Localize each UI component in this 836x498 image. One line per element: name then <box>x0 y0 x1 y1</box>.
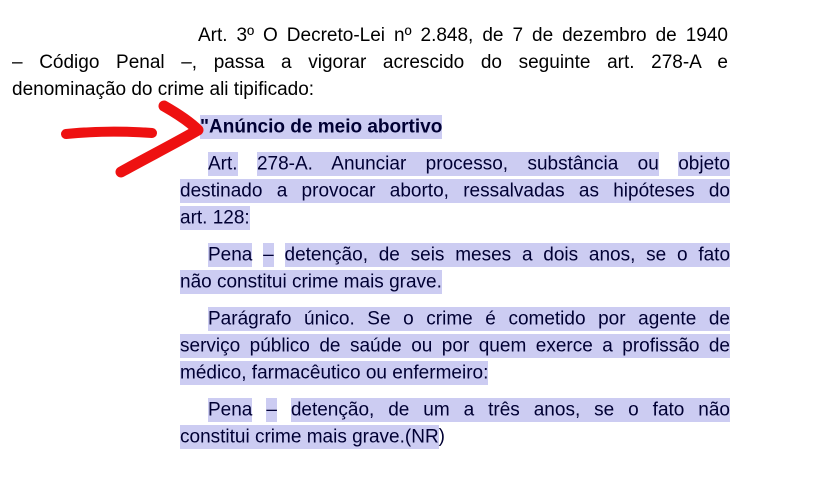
highlighted-segment: constitui crime mais grave.(NR <box>180 426 439 447</box>
quoted-amendment-block <box>180 113 730 450</box>
highlighted-segment: Parágrafo único. Se o crime é cometido por agente de <box>208 308 730 329</box>
paragrafo-line-3 <box>180 359 730 386</box>
intro-text: Art. 3º O Decreto-Lei nº 2.848, de 7 de dezembro de 1940 <box>198 25 728 46</box>
pena2-line-2 <box>180 423 730 450</box>
intro-text: denominação do crime ali tipificado: <box>12 79 315 100</box>
unhighlighted-paren: ) <box>438 426 445 447</box>
pena1-line-2 <box>180 268 730 295</box>
intro-line-3 <box>12 76 728 103</box>
paragrafo-line-1 <box>180 305 730 332</box>
pena1-line-1 <box>180 241 730 268</box>
paragraph-pena-2 <box>180 396 730 450</box>
heading-line <box>180 113 730 140</box>
paragraph-paragrafo-unico <box>180 305 730 386</box>
paragraph-pena-1 <box>180 241 730 295</box>
highlighted-segment: Pena <box>208 399 253 420</box>
highlighted-segment: médico, farmacêutico ou enfermeiro: <box>180 362 489 383</box>
pena2-line-1 <box>180 396 730 423</box>
highlighted-segment: não constitui crime mais grave. <box>180 271 442 292</box>
intro-line-2 <box>12 49 728 76</box>
intro-line-1 <box>12 22 728 49</box>
art278a-line-3 <box>180 204 730 231</box>
paragraph-heading <box>180 113 730 140</box>
highlighted-segment: serviço público de saúde ou por quem exerce a profissão de <box>180 335 730 356</box>
intro-paragraph <box>12 22 728 103</box>
art278a-line-2 <box>180 177 730 204</box>
highlighted-segment: detenção, de um a três anos, se o fato não <box>290 399 730 420</box>
highlighted-segment: Art. <box>208 153 238 174</box>
intro-text: – Código Penal –, passa a vigorar acrescido do seguinte art. 278-A e <box>12 52 728 73</box>
highlighted-segment: Pena <box>208 244 253 265</box>
highlighted-segment: art. 128: <box>180 207 250 228</box>
highlighted-segment: 278-A. Anunciar processo, substância ou <box>256 153 659 174</box>
quoted-heading: "Anúncio de meio abortivo <box>200 116 443 137</box>
highlighted-segment: detenção, de seis meses a dois anos, se o fato <box>284 244 731 265</box>
art278a-line-1 <box>180 150 730 177</box>
highlighted-segment: destinado a provocar aborto, ressalvadas as hipóteses do <box>180 180 730 201</box>
highlighted-segment: objeto <box>678 153 731 174</box>
highlighted-segment: – <box>266 399 277 420</box>
paragrafo-line-2 <box>180 332 730 359</box>
paragraph-art-278a <box>180 150 730 231</box>
highlighted-segment: – <box>263 244 274 265</box>
